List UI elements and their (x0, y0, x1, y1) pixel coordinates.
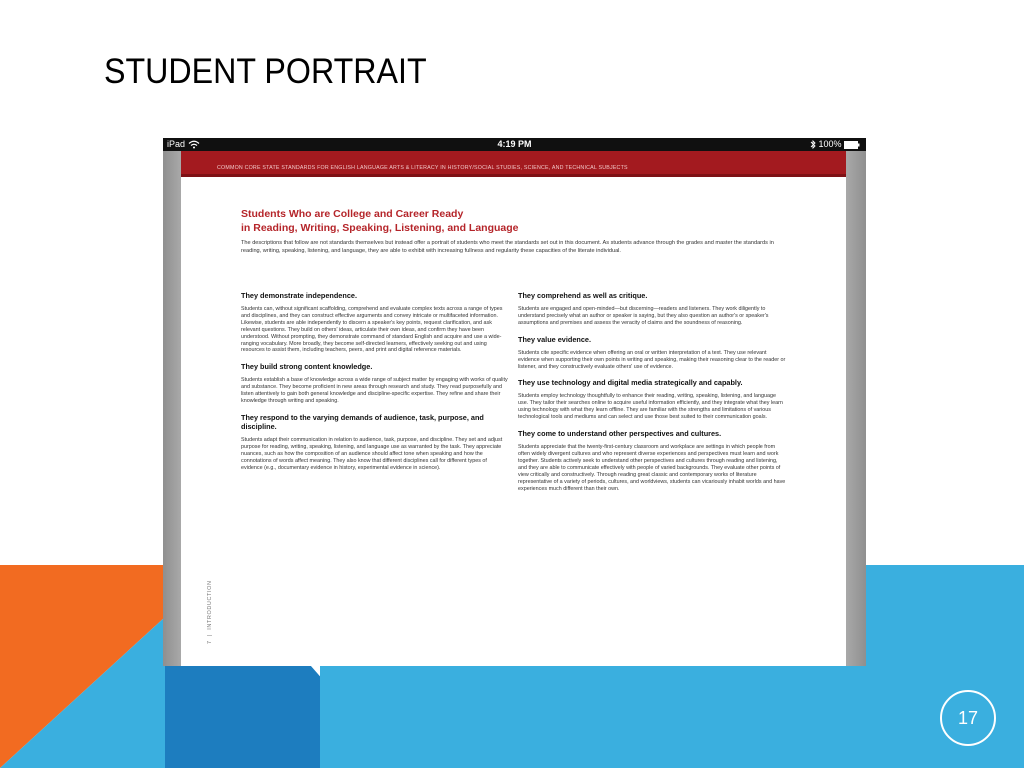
ipad-status-bar (163, 138, 866, 151)
document-page-number: 7 (207, 640, 213, 644)
slide-number-badge: 17 (940, 690, 996, 746)
section (518, 291, 786, 327)
section-heading: They build strong content knowledge. (241, 362, 373, 372)
page-margin-left (163, 151, 181, 666)
bluetooth-icon (810, 140, 816, 149)
section (518, 429, 786, 492)
left-column (241, 291, 509, 480)
slide-title: STUDENT PORTRAIT (104, 52, 427, 91)
section-body: Students cite specific evidence when offering an oral or written interpretation of a text. They use relevant evidence when supporting their own points in writing and speaking, making their reasoning clear to the reader or listener, and they constructively evaluate others' use of evidence. (518, 349, 786, 370)
ipad-screenshot (163, 138, 866, 666)
battery-percent: 100% (818, 139, 842, 149)
document-header-text: COMMON CORE STATE STANDARDS FOR ENGLISH LANGUAGE ARTS & LITERACY IN HISTORY/SOCIAL STUDIES, SCIENCE, AND TECHNICAL SUBJECTS (217, 165, 628, 171)
section-heading: They value evidence. (518, 334, 592, 344)
document-section-name: INTRODUCTION (207, 580, 213, 630)
page-margin-right (846, 151, 866, 666)
document-title-line1: Students Who are College and Career Ready (241, 208, 464, 220)
section-heading: They respond to the varying demands of audience, task, purpose, and discipline. (241, 412, 484, 431)
section-heading: They demonstrate independence. (241, 291, 357, 300)
section-body: Students adapt their communication in relation to audience, task, purpose, and discipline. They set and adjust purpose for reading, writing, speaking, listening, and language use as warranted by the task. They appreciate nuances, such as how the composition of an audience should affect tone when speaking and how the connotations of words affect meaning. They also know that different disciplines call for different types of evidence (e.g., documentary evidence in history, experimental evidence in science). (241, 436, 503, 471)
section (518, 378, 786, 421)
document-header-bar (181, 151, 846, 174)
section (241, 291, 509, 354)
section-body: Students employ technology thoughtfully to enhance their reading, writing, speaking, listening, and language use. They tailor their searches online to acquire useful information efficiently, and they integrate what they learn using technology with what they learn offline. They are familiar with the strengths and limitations of various technological tools and mediums and can select and use those best suited to their communication goals. (518, 393, 783, 421)
section-body: Students can, without significant scaffolding, comprehend and evaluate complex texts across a range of types and disciplines, and they can construct effective arguments and convey intricate or multifaceted information. Likewise, students are able independently to discern a speaker's key points, request clarification, and ask relevant questions. They build on others' ideas, articulate their own ideas, and confirm they have been understood. Without prompting, they demonstrate command of standard English and acquire and use a wide-ranging vocabulary. More broadly, they become self-directed learners, effectively seeking out and using resources to assist them, including teachers, peers, and print and digital reference materials. (241, 306, 503, 354)
section-body: Students are engaged and open-minded—but discerning—readers and listeners. They work diligently to understand precisely what an author or speaker is saying, but they also question an author's or speaker's assumptions and premises and assess the veracity of claims and the soundness of reasoning. (518, 306, 769, 326)
document-intro: The descriptions that follow are not standards themselves but instead offer a portrait of students who meet the standards set out in this document. As students advance through the grades and master the standards in reading, writing, speaking, listening, and language, they are able to exhibit with increasing fullness and regularity these capacities of the literate individual. (241, 240, 774, 254)
document-footer-label: 7 | INTRODUCTION (207, 580, 213, 644)
section-heading: They use technology and digital media strategically and capably. (518, 378, 743, 388)
device-label: iPad (167, 139, 186, 149)
battery-icon (844, 141, 860, 149)
section-heading: They come to understand other perspectives and cultures. (518, 429, 722, 439)
document-page[interactable] (181, 151, 846, 666)
document-title (241, 207, 519, 235)
document-title-line2: in Reading, Writing, Speaking, Listening, and Language (241, 222, 519, 234)
document-header-strip (181, 174, 846, 177)
section (241, 413, 509, 472)
section-heading: They comprehend as well as critique. (518, 291, 648, 300)
section (241, 362, 509, 405)
right-column (518, 291, 786, 500)
section (518, 335, 786, 371)
status-right (810, 138, 860, 151)
status-time: 4:19 PM (497, 139, 532, 149)
section-body: Students appreciate that the twenty-first-century classroom and workplace are settings in which people from often widely divergent cultures and who represent diverse experiences and perspectives must learn and work together. Students actively seek to understand other perspectives and cultures through reading and listening, and they are able to communicate effectively with people of varied backgrounds. They evaluate other points of view critically and constructively. Through reading great classic and contemporary works of literature representative of a variety of periods, cultures, and worldviews, students can vicariously inhabit worlds and have experiences much different than their own. (518, 444, 786, 492)
section-body: Students establish a base of knowledge across a wide range of subject matter by engaging with works of quality and substance. They become proficient in new areas through research and study. They read purposefully and listen attentively to gain both general knowledge and discipline-specific expertise. They refine and share their knowledge through writing and speaking. (241, 377, 508, 405)
document-footer (203, 576, 213, 666)
